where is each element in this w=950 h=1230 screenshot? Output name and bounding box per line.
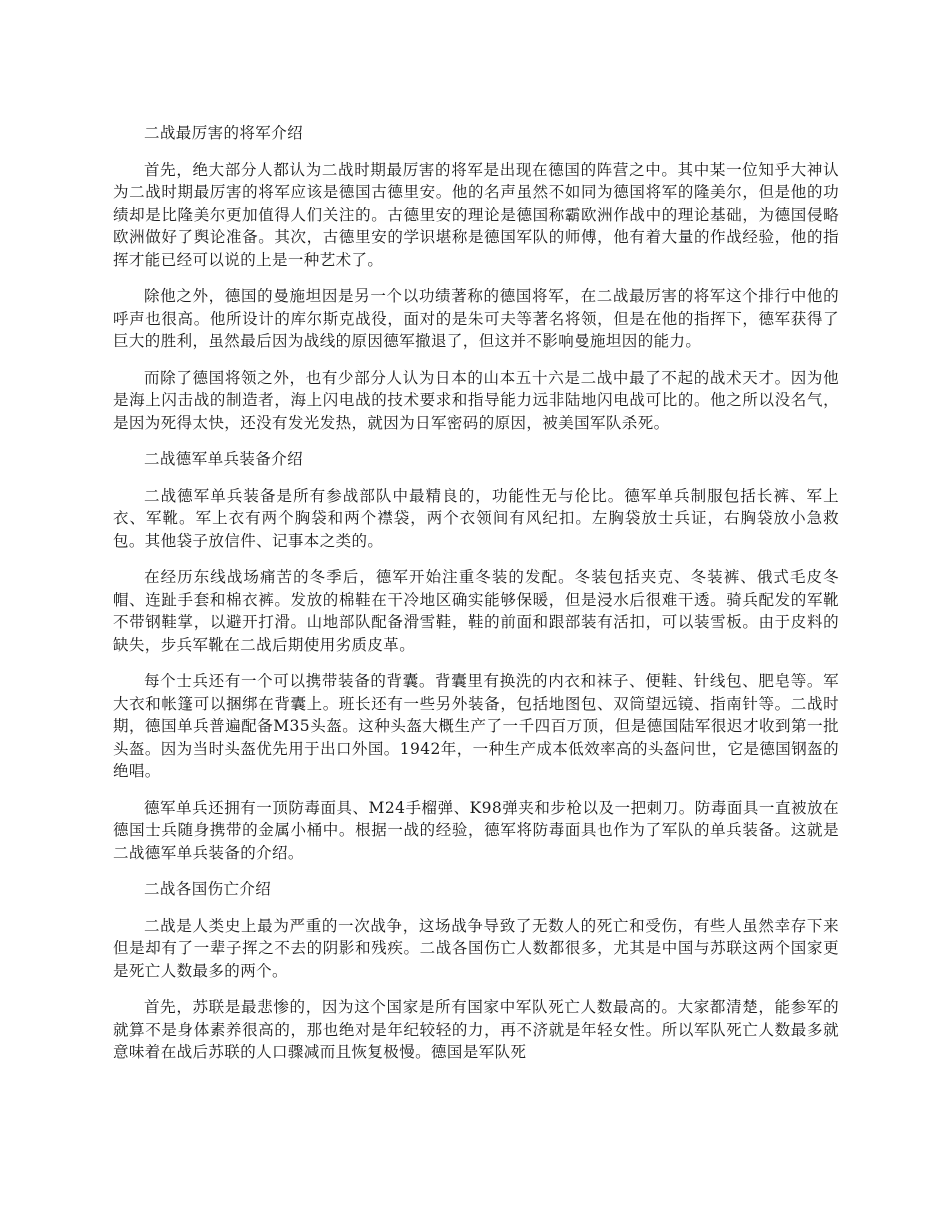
paragraph: 每个士兵还有一个可以携带装备的背囊。背囊里有换洗的内衣和袜子、便鞋、针线包、肥皂等。军大衣和帐篷可以捆绑在背囊上。班长还有一些另外装备，包括地图包、双筒望远镜、指南针等。二战时期，德国单兵普遍配备M35头盔。这种头盔大概生产了一千四百万顶，但是德国陆军很迟才收到第一批头盔。因为当时头盔优先用于出口外国。1942年，一种生产成本低效率高的头盔问世，它是德国钢盔的绝唱。 <box>113 672 839 780</box>
section-heading-equipment: 二战德军单兵装备介绍 <box>144 450 304 468</box>
paragraph: 除他之外，德国的曼施坦因是另一个以功绩著称的德国将军，在二战最厉害的将军这个排行中他的呼声也很高。他所设计的库尔斯克战役，面对的是朱可夫等著名将领，但是在他的指挥下，德军获得了巨大的胜利，虽然最后因为战线的原因德军撤退了，但这并不影响曼施坦因的能力。 <box>113 287 839 350</box>
paragraph: 而除了德国将领之外，也有少部分人认为日本的山本五十六是二战中最了不起的战术天才。因为他是海上闪击战的制造者，海上闪电战的技术要求和指导能力远非陆地闪电战可比的。他之所以没名气，是因为死得太快，还没有发光发热，就因为日军密码的原因，被美国军队杀死。 <box>113 368 839 432</box>
paragraph: 二战是人类史上最为严重的一次战争，这场战争导致了无数人的死亡和受伤，有些人虽然幸存下来但是却有了一辈子挥之不去的阴影和残疾。二战各国伤亡人数都很多，尤其是中国与苏联这两个国家更是死亡人数最多的两个。 <box>113 916 839 980</box>
paragraph: 首先，绝大部分人都认为二战时期最厉害的将军是出现在德国的阵营之中。其中某一位知乎大神认为二战时期最厉害的将军应该是德国古德里安。他的名声虽然不如同为德国将军的隆美尔，但是他的功绩却是比隆美尔更加值得人们关注的。古德里安的理论是德国称霸欧洲作战中的理论基础，为德国侵略欧洲做好了舆论准备。其次，古德里安的学识堪称是德国军队的师傅，他有着大量的作战经验，他的指挥才能已经可以说的上是一种艺术了。 <box>113 160 839 269</box>
section-heading-generals: 二战最厉害的将军介绍 <box>144 124 304 142</box>
paragraph: 在经历东线战场痛苦的冬季后，德军开始注重冬装的发配。冬装包括夹克、冬装裤、俄式毛皮冬帽、连趾手套和棉衣裤。发放的棉鞋在干冷地区确实能够保暖，但是浸水后很难干透。骑兵配发的军靴不带钢鞋掌，以避开打滑。山地部队配备滑雪鞋，鞋的前面和跟部装有活扣，可以装雪板。由于皮料的缺失，步兵军靴在二战后期使用劣质皮革。 <box>113 568 839 654</box>
paragraph: 首先，苏联是最悲惨的，因为这个国家是所有国家中军队死亡人数最高的。大家都清楚，能参军的就算不是身体素养很高的，那也绝对是年纪较轻的力，再不济就是年轻女性。所以军队死亡人数最多就意味着在战后苏联的人口骤减而且恢复极慢。德国是军队死 <box>113 998 839 1061</box>
paragraph: 德军单兵还拥有一顶防毒面具、M24手榴弹、K98弹夹和步枪以及一把刺刀。防毒面具一直被放在德国士兵随身携带的金属小桶中。根据一战的经验，德军将防毒面具也作为了军队的单兵装备。这就是二战德军单兵装备的介绍。 <box>113 798 839 862</box>
paragraph: 二战德军单兵装备是所有参战部队中最精良的，功能性无与伦比。德军单兵制服包括长裤、军上衣、军靴。军上衣有两个胸袋和两个襟袋，两个衣领间有风纪扣。左胸袋放士兵证，右胸袋放小急救包。其他袋子放信件、记事本之类的。 <box>113 486 839 550</box>
section-heading-casualties: 二战各国伤亡介绍 <box>144 880 272 898</box>
document-body <box>113 122 839 1078</box>
